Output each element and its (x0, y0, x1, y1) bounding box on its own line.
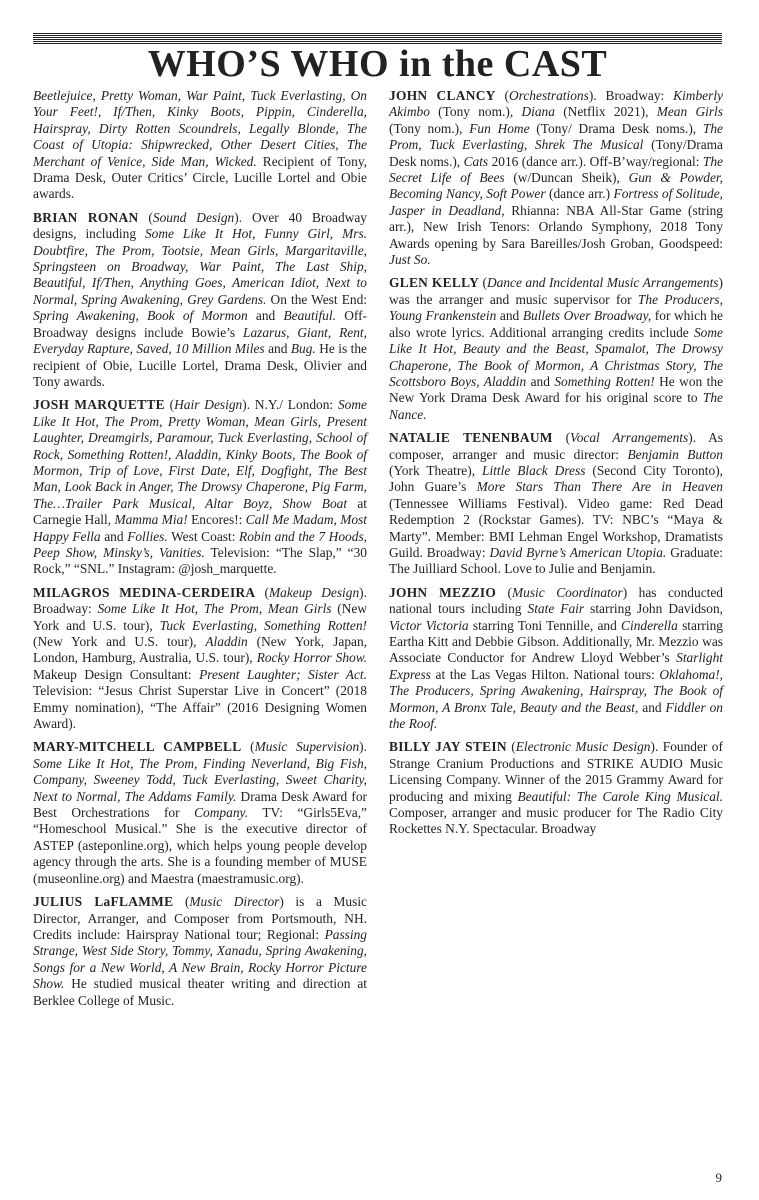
bio-brian-ronan: BRIAN RONAN (Sound Design). Over 40 Broadway designs, including Some Like It Hot, Funny Girl, Mrs. Doubtfire, The Prom, Tootsie, Mean Girls, Margaritaville, Springsteen on Broadway, War Paint, The Last Ship, Beautiful, If/Then, Anything Goes, American Idiot, Next to Normal, Spring Awakening, Grey Gardens. On the West End: Spring Awakening, Book of Mormon and Beautiful. Off-Broadway designs include Bowie’s Lazarus, Giant, Rent, Everyday Rapture, Saved, 10 Million Miles and Bug. He is the recipient of Obie, Lucille Lortel, Drama Desk, Olivier and Tony awards. (33, 209, 368, 389)
bio-text: Television: “The Slap,” “30 Rock,” “SNL.” Instagram: @josh_marquette. (33, 544, 367, 577)
right-column (389, 88, 723, 845)
production-role: Vocal Arrangements (570, 430, 689, 446)
production-role: Music Supervision (254, 739, 360, 755)
credit-titles: Diana (521, 104, 555, 120)
person-name: JULIUS LaFLAMME (33, 894, 174, 910)
bio-text: On the West End: (266, 291, 367, 307)
bio-billy-jay-stein: BILLY JAY STEIN (Electronic Music Design). Founder of Strange Cranium Productions and STRIKE AUDIO Music Licensing Company. Winner of the 2015 Grammy Award for producing and mixing Beautiful: The Carole King Musical. Composer, arranger and music producer for The Radio City Rockettes N.Y. Spectacular. Broadway (389, 739, 723, 837)
bio-text: Makeup Design Consultant: (33, 666, 200, 682)
credit-titles: Gun & Powder, Becoming Nancy, Soft Power (389, 170, 723, 202)
credit-titles: Little Black Dress (482, 462, 586, 478)
credit-titles: Victor Victoria (389, 617, 469, 633)
bio-text: for which he also wrote lyrics. Additional arranging credits include (389, 308, 723, 340)
bio-text: Encores!: (187, 512, 246, 528)
production-role: Electronic Music Design (515, 739, 651, 755)
bio-text: Graduate: The Juilliard School. Love to Julie and Benjamin. (389, 544, 723, 577)
credit-titles: Beautiful. (283, 308, 336, 324)
left-column (33, 88, 367, 1016)
credit-titles: Benjamin Button (627, 446, 723, 462)
page-title: WHO’S WHO in the CAST (147, 43, 608, 85)
credit-titles: Aladdin (205, 634, 248, 649)
bio-text: starring Eartha Kitt and Debbie Gibson. Additionally, Mr. Mezzio was Associate Conductor for Andrew Lloyd Webber’s (389, 617, 723, 666)
credit-titles: Beetlejuice, Pretty Woman, War Paint, Tuck Everlasting, On Your Feet!, If/Then, Kinky Boots, Pippin, Cinderella, Hairspray, Dirty Rotten Scoundrels, Legally Blonde, The Coast of Utopia: Shipwrecked, Other Desert Cities, The Merchant of Venice, Side Man, Wicked. (33, 88, 367, 169)
bio-text: and (247, 308, 284, 324)
credit-titles: Bullets Over Broadway, (522, 308, 652, 324)
credit-titles: Follies. (127, 528, 168, 544)
credit-titles: Tuck Everlasting, Something Rotten! (159, 617, 367, 633)
bio-text: and (526, 373, 555, 389)
bio-text: . As composer, arranger and music director: (389, 430, 724, 462)
credit-titles: Robin and the 7 Hoods, Peep Show, Minsky’s, Vanities. (33, 528, 367, 560)
bio-text: (Tony nom.), (389, 120, 470, 136)
bio-text: and (496, 308, 523, 324)
bio-text: (Netflix 2021), (554, 104, 657, 120)
person-name: BILLY JAY STEIN (389, 739, 507, 755)
bio-text: (Second City Toronto), John Guare’s (389, 462, 723, 495)
bio-text: was the arranger and music supervisor for (389, 291, 638, 307)
bio-john-clancy: JOHN CLANCY (Orchestrations). Broadway: Kimberly Akimbo (Tony nom.), Diana (Netflix 2021), Mean Girls (Tony nom.), Fun Home (Tony/ Drama Desk noms.), The Prom, Tuck Everlasting, Shrek The Musical (Tony/Drama Desk noms.), Cats 2016 (dance arr.). Off-B’way/regional: The Secret Life of Bees (w/Duncan Sheik), Gun & Powder, Becoming Nancy, Soft Power (dance arr.) Fortress of Solitude, Jasper in Deadland, Rhianna: NBA All-Star Game (string arr.), New Irish Tenors: Orlando Symphony, 2018 Tony Awards opening by Sara Bareilles/Josh Groban, Goodspeed: Just So. (389, 88, 724, 268)
credit-titles: Just So. (389, 252, 431, 268)
credit-titles: Starlight Express (389, 650, 723, 682)
credit-titles: Cats (463, 153, 489, 169)
bio-text: Recipient of Tony, Drama Desk, Outer Critics’ Circle, Lucille Lortel and Obie awards. (33, 153, 367, 202)
credit-titles: Fiddler on the Roof. (389, 699, 723, 732)
credit-titles: Beautiful: The Carole King Musical. (517, 788, 723, 804)
bio-text: (Tony/ Drama Desk noms.), (529, 120, 703, 136)
production-role: Hair Design (174, 397, 243, 413)
bio-text: has conducted national tours including (389, 584, 724, 617)
production-role: Music Director (189, 894, 280, 910)
credit-titles: Fun Home (469, 120, 530, 136)
production-role: Orchestrations (508, 88, 589, 103)
credit-titles: Call Me Madam, Most Happy Fella (33, 512, 367, 544)
credit-titles: The Secret Life of Bees (389, 153, 723, 186)
bio-josh-marquette: JOSH MARQUETTE (Hair Design). N.Y./ London: Some Like It Hot, The Prom, Pretty Woman, Mean Girls, Present Laughter, Dreamgirls, Paramour, Tuck Everlasting, School of Rock, Something Rotten!, Aladdin, Kinky Boots, The Book of Mormon, Trip of Love, First Date, Elf, Dogfight, The Best Man, Look Back in Anger, The Drowsy Chaperone, Pig Farm, The…Trailer Park Musical, Altar Boyz, Show Boat at Carnegie Hall, Mamma Mia! Encores!: Call Me Madam, Most Happy Fella and Follies. West Coast: Robin and the 7 Hoods, Peep Show, Minsky’s, Vanities. Television: “The Slap,” “30 Rock,” “SNL.” Instagram: @josh_marquette. (33, 397, 367, 577)
person-name: JOSH MARQUETTE (33, 397, 165, 413)
bio-text: He won the New York Drama Desk Award for his original score to (389, 373, 724, 406)
bio-text: and (100, 528, 128, 544)
bio-text: at the Las Vegas Hilton. National tours: (430, 666, 660, 682)
person-name: JOHN MEZZIO (389, 584, 497, 600)
bio-text: . Broadway: (593, 88, 674, 103)
bio-glen-kelly: GLEN KELLY (Dance and Incidental Music Arrangements) was the arranger and music supervisor for The Producers, Young Frankenstein and Bullets Over Broadway, for which he also wrote lyrics. Additional arranging credits include Some Like It Hot, Beauty and the Beast, Spamalot, The Drowsy Chaperone, The Book of Mormon, A Christmas Story, The Scottsboro Boys, Aladdin and Something Rotten! He won the New York Drama Desk Award for his original score to The Nance. (389, 275, 724, 422)
credit-titles: Rocky Horror Show. (256, 650, 368, 666)
bio-mary-mitchell-campbell: MARY-MITCHELL CAMPBELL (Music Supervision). Some Like It Hot, The Prom, Finding Neverland, Big Fish, Company, Sweeney Todd, Tuck Everlasting, Sweet Charity, Next to Normal, The Addams Family. Drama Desk Award for Best Orchestrations for Company. TV: “Girls5Eva,” “Homeschool Musical.” She is the executive director of ASTEP (asteponline.org), which helps young people develop agency through the arts. She is a founding member of MUSE (museonline.org) and Maestra (maestramusic.org). (33, 739, 367, 886)
credit-titles: Something Rotten! (554, 373, 655, 389)
bio-text: (Tony nom.), (429, 104, 522, 120)
person-name: JOHN CLANCY (389, 88, 496, 103)
credit-titles: Cinderella (621, 617, 678, 633)
bio-continued (33, 88, 367, 203)
production-role: Sound Design (152, 209, 235, 225)
bio-text: (dance arr.) (545, 186, 614, 202)
bio-text: (New York, Japan, London, Hamburg, Australia, U.S. tour), (33, 634, 367, 666)
bio-text: . N.Y./ London: (246, 397, 338, 413)
person-name: MILAGROS MEDINA-CERDEIRA (33, 584, 256, 600)
page-number: 9 (715, 1170, 722, 1185)
bio-text: and (264, 341, 291, 357)
credit-titles: Lazarus, Giant, Rent, Everyday Rapture, Saved, 10 Million Miles (33, 324, 367, 357)
credit-titles: Mean Girls (656, 104, 723, 120)
bio-text: (w/Duncan Sheik), (504, 170, 629, 186)
bio-natalie-tenenbaum: NATALIE TENENBAUM (Vocal Arrangements). As composer, arranger and music director: Benjamin Button (York Theatre), Little Black Dress (Second City Toronto), John Guare’s More Stars Than There Are in Heaven (Tennessee Williams Festival). Video game: Red Dead Redemption 2 (Rockstar Games). TV: NBC’s “Maya & Marty”. Member: BMI Lehman Engel Workshop, Dramatists Guild. Broadway: David Byrne’s American Utopia. Graduate: The Juilliard School. Love to Julie and Benjamin. (389, 430, 724, 577)
credit-titles: Bug. (290, 341, 316, 357)
bio-text: starring John Davidson, (584, 601, 723, 617)
bio-text: Composer, arranger and music producer for The Radio City Rockettes N.Y. Spectacular. Broadway (389, 805, 723, 837)
bio-text: TV: “Girls5Eva,” “Homeschool Musical.” She is the executive director of ASTEP (asteponline.org), which helps young people develop agency through the arts. She is a founding member of MUSE (museonline.org) and Maestra (maestramusic.org). (33, 805, 367, 886)
credit-titles: Oklahoma!, The Producers, Spring Awakening, Hairspray, The Book of Mormon, A Bronx Tale, Beauty and the Beast, (389, 666, 723, 715)
credit-titles: The Prom, Tuck Everlasting, Shrek The Musical (389, 120, 723, 153)
credit-titles: The Producers, Young Frankenstein (389, 291, 723, 324)
credit-titles: State Fair (527, 601, 585, 617)
bio-text: . Founder of Strange Cranium Productions and STRIKE AUDIO Music Licensing Company. Winner of the 2015 Grammy Award for producing and mixing (389, 739, 723, 804)
bio-text: . Over 40 Broadway designs, including (33, 209, 367, 242)
credit-titles: Spring Awakening, Book of Mormon (33, 308, 248, 324)
bio-text: starring Toni Tennille, and (468, 617, 622, 633)
credit-titles: More Stars Than There Are in Heaven (476, 479, 723, 495)
credit-titles: Some Like It Hot, The Prom, Mean Girls (97, 601, 332, 617)
credit-titles: Some Like It Hot, The Prom, Finding Neverland, Big Fish, Company, Sweeney Todd, Tuck Everlasting, Sweet Charity, Next to Normal, The Addams Family. (33, 755, 367, 804)
bio-text: (New York and U.S. tour), (33, 634, 206, 649)
production-role: Music Coordinator (512, 584, 623, 600)
person-name: GLEN KELLY (389, 275, 480, 291)
person-name: NATALIE TENENBAUM (389, 430, 553, 446)
bio-text: Drama Desk Award for Best Orchestrations for (33, 788, 367, 821)
bio-text: Off-Broadway designs include Bowie’s (33, 308, 367, 340)
bio-julius-laflamme: JULIUS LaFLAMME (Music Director) is a Music Director, Arranger, and Composer from Portsmouth, NH. Credits include: Hairspray National tour; Regional: Passing Strange, West Side Story, Tommy, Xanadu, Spring Awakening, Songs for a New World, A New Brain, Rocky Horror Picture Show. He studied musical theater writing and direction at Berklee College of Music. (33, 894, 367, 1008)
credit-titles: Some Like It Hot, Funny Girl, Mrs. Doubtfire, The Prom, Tootsie, Mean Girls, Margaritaville, Springsteen on Broadway, War Paint, The Last Ship, Beautiful, If/Then, Anything Goes, American Idiot, Next to Normal, Spring Awakening, Grey Gardens. (33, 226, 368, 307)
bio-milagros-medina-cerdeira: MILAGROS MEDINA-CERDEIRA (Makeup Design). Broadway: Some Like It Hot, The Prom, Mean Girls (New York and U.S. tour), Tuck Everlasting, Something Rotten! (New York and U.S. tour), Aladdin (New York, Japan, London, Hamburg, Australia, U.S. tour), Rocky Horror Show. Makeup Design Consultant: Present Laughter; Sister Act. Television: “Jesus Christ Superstar Live in Concert” (2018 Emmy nomination), “The Affair” (2016 Designing Women Award). (33, 584, 368, 732)
bio-text: He is the recipient of Obie, Lucille Lortel, Drama Desk, Olivier and Tony awards. (33, 341, 368, 389)
credit-titles: David Byrne’s American Utopia. (489, 544, 667, 560)
credit-titles: The Nance. (389, 390, 723, 422)
person-name: BRIAN RONAN (33, 209, 139, 225)
bio-text: West Coast: (167, 528, 240, 544)
credit-titles: Some Like It Hot, The Prom, Pretty Woman, Mean Girls, Present Laughter, Dreamgirls, Paramour, Tuck Everlasting, School of Rock, Something Rotten!, Aladdin, Kinky Boots, The Book of Mormon, Trip of Love, First Date, Elf, Dogfight, The Best Man, Look Back in Anger, The Drowsy Chaperone, Pig Farm, The…Trailer Park Musical, Altar Boyz, Show Boat (33, 397, 367, 511)
bio-text: He studied musical theater writing and direction at Berklee College of Music. (33, 976, 367, 1008)
bio-text: (New York and U.S. tour), (33, 601, 367, 633)
person-name: MARY-MITCHELL CAMPBELL (33, 739, 242, 755)
bio-text: Rhianna: NBA All-Star Game (string arr.), New Irish Tenors: Orlando Symphony, 2018 Tony Awards opening by Sara Bareilles/Josh Groban, Goodspeed: (389, 202, 723, 251)
bio-text: is a Music Director, Arranger, and Composer from Portsmouth, NH. Credits include: Hairspray National tour; Regional: (33, 894, 367, 942)
bio-text: (Tennessee Williams Festival). Video game: Red Dead Redemption 2 (Rockstar Games). TV: NBC’s “Maya & Marty”. Member: BMI Lehman Engel Workshop, Dramatists Guild. Broadway: (389, 495, 723, 560)
bio-text: at Carnegie Hall, (33, 495, 367, 528)
credit-titles: Passing Strange, West Side Story, Tommy, Xanadu, Spring Awakening, Songs for a New World, A New Brain, Rocky Horror Picture Show. (33, 926, 367, 992)
bio-text: and (638, 699, 666, 715)
credit-titles: Present Laughter; Sister Act. (199, 666, 368, 682)
bio-text: . Broadway: (33, 584, 367, 617)
bio-text: (Tony/Drama Desk noms.), (389, 137, 724, 169)
credit-titles: Fortress of Solitude, Jasper in Deadland, (389, 186, 724, 218)
credit-titles: Company. (194, 805, 249, 821)
bio-text: 2016 (dance arr.). Off-B’way/regional: (488, 153, 703, 169)
production-role: Dance and Incidental Music Arrangements (486, 275, 719, 291)
bio-text: . (363, 739, 367, 755)
credit-titles: Kimberly Akimbo (389, 88, 723, 120)
bio-text: Television: “Jesus Christ Superstar Live in Concert” (2018 Emmy nomination), “The Affair” (2016 Designing Women Award). (33, 683, 367, 732)
production-role: Makeup Design (268, 584, 360, 600)
credit-titles: Mamma Mia! (114, 512, 188, 528)
bio-text: (York Theatre), (389, 462, 482, 478)
bio-john-mezzio: JOHN MEZZIO (Music Coordinator) has conducted national tours including State Fair starring John Davidson, Victor Victoria starring Toni Tennille, and Cinderella starring Eartha Kitt and Debbie Gibson. Additionally, Mr. Mezzio was Associate Conductor for Andrew Lloyd Webber’s Starlight Express at the Las Vegas Hilton. National tours: Oklahoma!, The Producers, Spring Awakening, Hairspray, The Book of Mormon, A Bronx Tale, Beauty and the Beast, and Fiddler on the Roof. (389, 584, 724, 732)
credit-titles: Some Like It Hot, Beauty and the Beast, Spamalot, The Drowsy Chaperone, The Book of Mormon, A Christmas Story, The Scottsboro Boys, Aladdin (389, 324, 723, 389)
